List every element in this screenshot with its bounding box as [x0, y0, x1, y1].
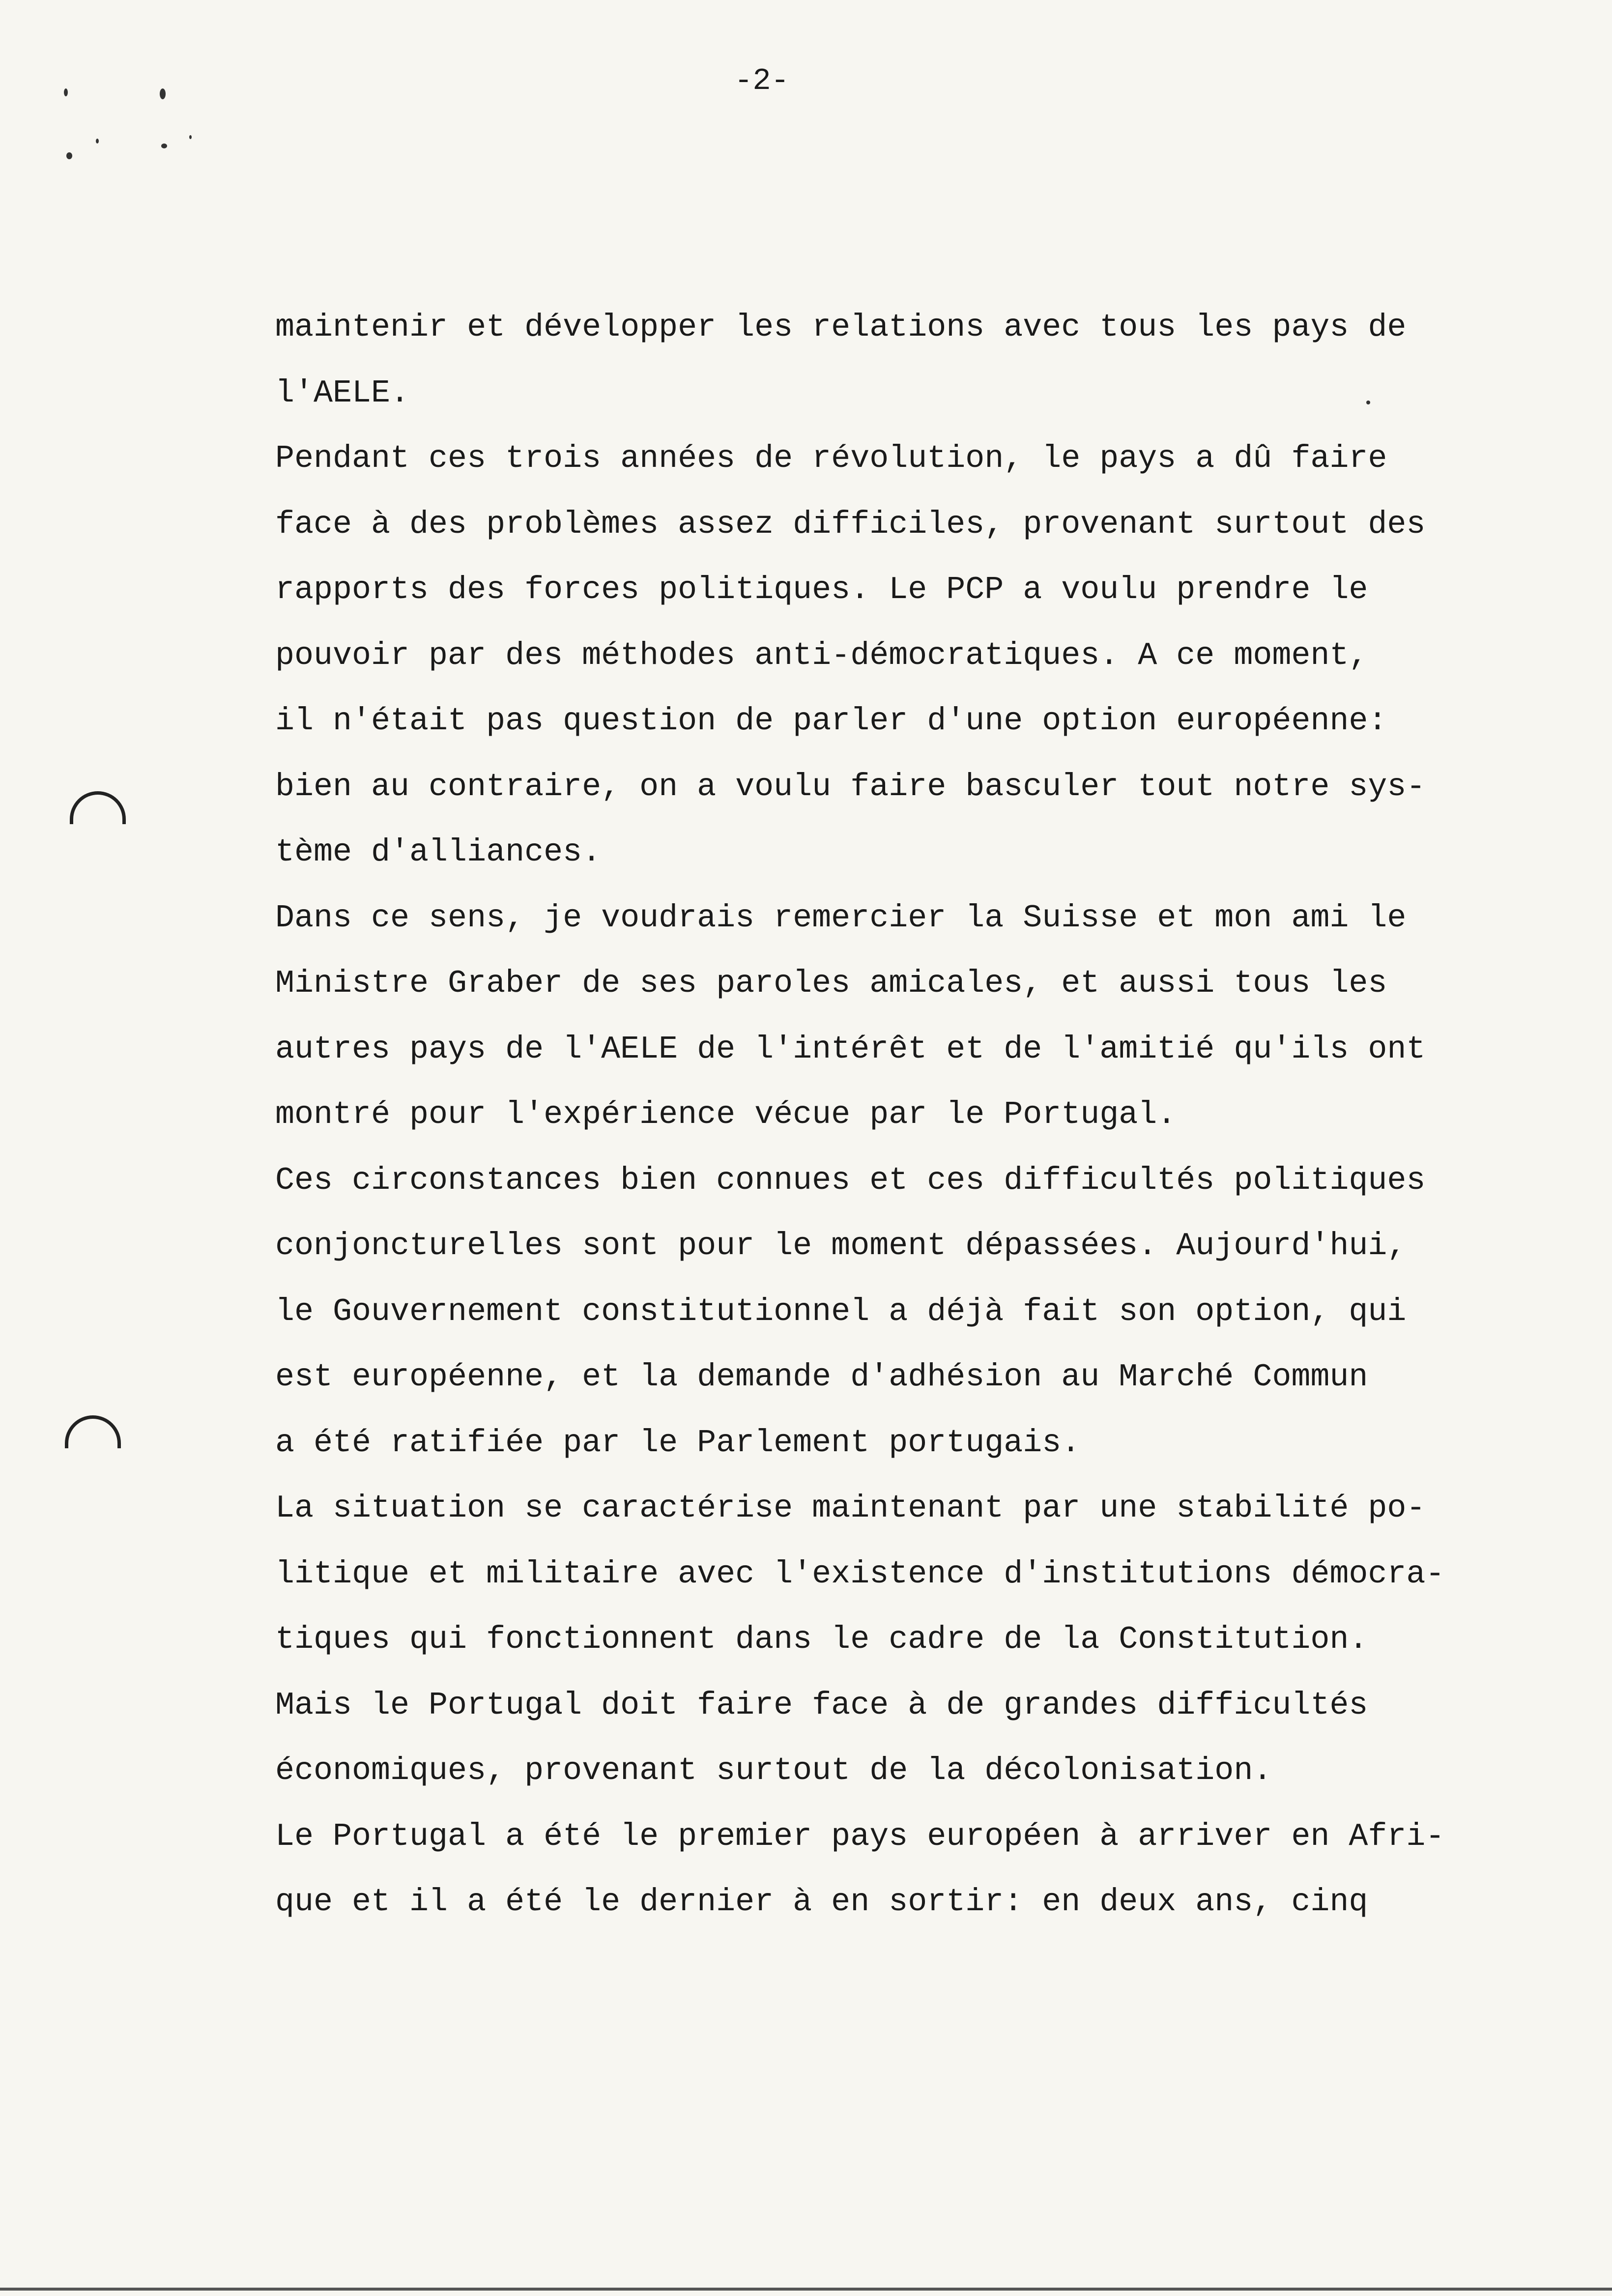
scan-edge-line — [0, 2288, 1612, 2291]
text-line: que et il a été le dernier à en sortir: en deux ans, cinq — [275, 1884, 1368, 1920]
text-line: autres pays de l'AELE de l'intérêt et de l'amitié qu'ils ont — [275, 1031, 1426, 1067]
text-line: montré pour l'expérience vécue par le Portugal. — [275, 1096, 1177, 1133]
text-line: le Gouvernement constitutionnel a déjà fait son option, qui — [275, 1293, 1407, 1330]
text-line: tiques qui fonctionnent dans le cadre de la Constitution. — [275, 1621, 1368, 1658]
text-line: a été ratifiée par le Parlement portugais. — [275, 1424, 1081, 1461]
text-line: Pendant ces trois années de révolution, le pays a dû faire — [275, 440, 1387, 477]
text-line: face à des problèmes assez difficiles, provenant surtout des — [275, 506, 1426, 543]
page-number: -2- — [734, 63, 789, 98]
text-line: Ministre Graber de ses paroles amicales, et aussi tous les — [275, 965, 1387, 1002]
text-line: La situation se caractérise maintenant par une stabilité po- — [275, 1490, 1426, 1526]
text-line: pouvoir par des méthodes anti-démocratiques. A ce moment, — [275, 637, 1368, 674]
scan-speck — [66, 152, 72, 159]
scan-speck — [96, 139, 99, 144]
text-line: Le Portugal a été le premier pays européen à arriver en Afri- — [275, 1818, 1445, 1855]
punch-hole-mark — [65, 1415, 121, 1448]
body-text — [275, 295, 1563, 1935]
text-line: litique et militaire avec l'existence d'institutions démocra- — [275, 1555, 1445, 1592]
text-line: Dans ce sens, je voudrais remercier la Suisse et mon ami le — [275, 899, 1407, 936]
text-line: tème d'alliances. — [275, 834, 602, 870]
punch-hole-mark — [70, 791, 126, 824]
text-line: maintenir et développer les relations avec tous les pays de — [275, 309, 1407, 345]
text-line: est européenne, et la demande d'adhésion au Marché Commun — [275, 1359, 1368, 1395]
text-line: conjoncturelles sont pour le moment dépassées. Aujourd'hui, — [275, 1228, 1407, 1264]
text-line: économiques, provenant surtout de la décolonisation. — [275, 1752, 1272, 1789]
scan-speck — [189, 135, 192, 139]
text-line: bien au contraire, on a voulu faire basculer tout notre sys- — [275, 768, 1426, 805]
text-line: il n'était pas question de parler d'une option européenne: — [275, 703, 1387, 739]
text-line: Ces circonstances bien connues et ces difficultés politiques — [275, 1162, 1426, 1199]
text-line: rapports des forces politiques. Le PCP a voulu prendre le — [275, 572, 1368, 608]
text-line: l'AELE. — [275, 374, 410, 411]
scan-speck — [161, 144, 167, 148]
text-line: Mais le Portugal doit faire face à de grandes difficultés — [275, 1687, 1368, 1723]
